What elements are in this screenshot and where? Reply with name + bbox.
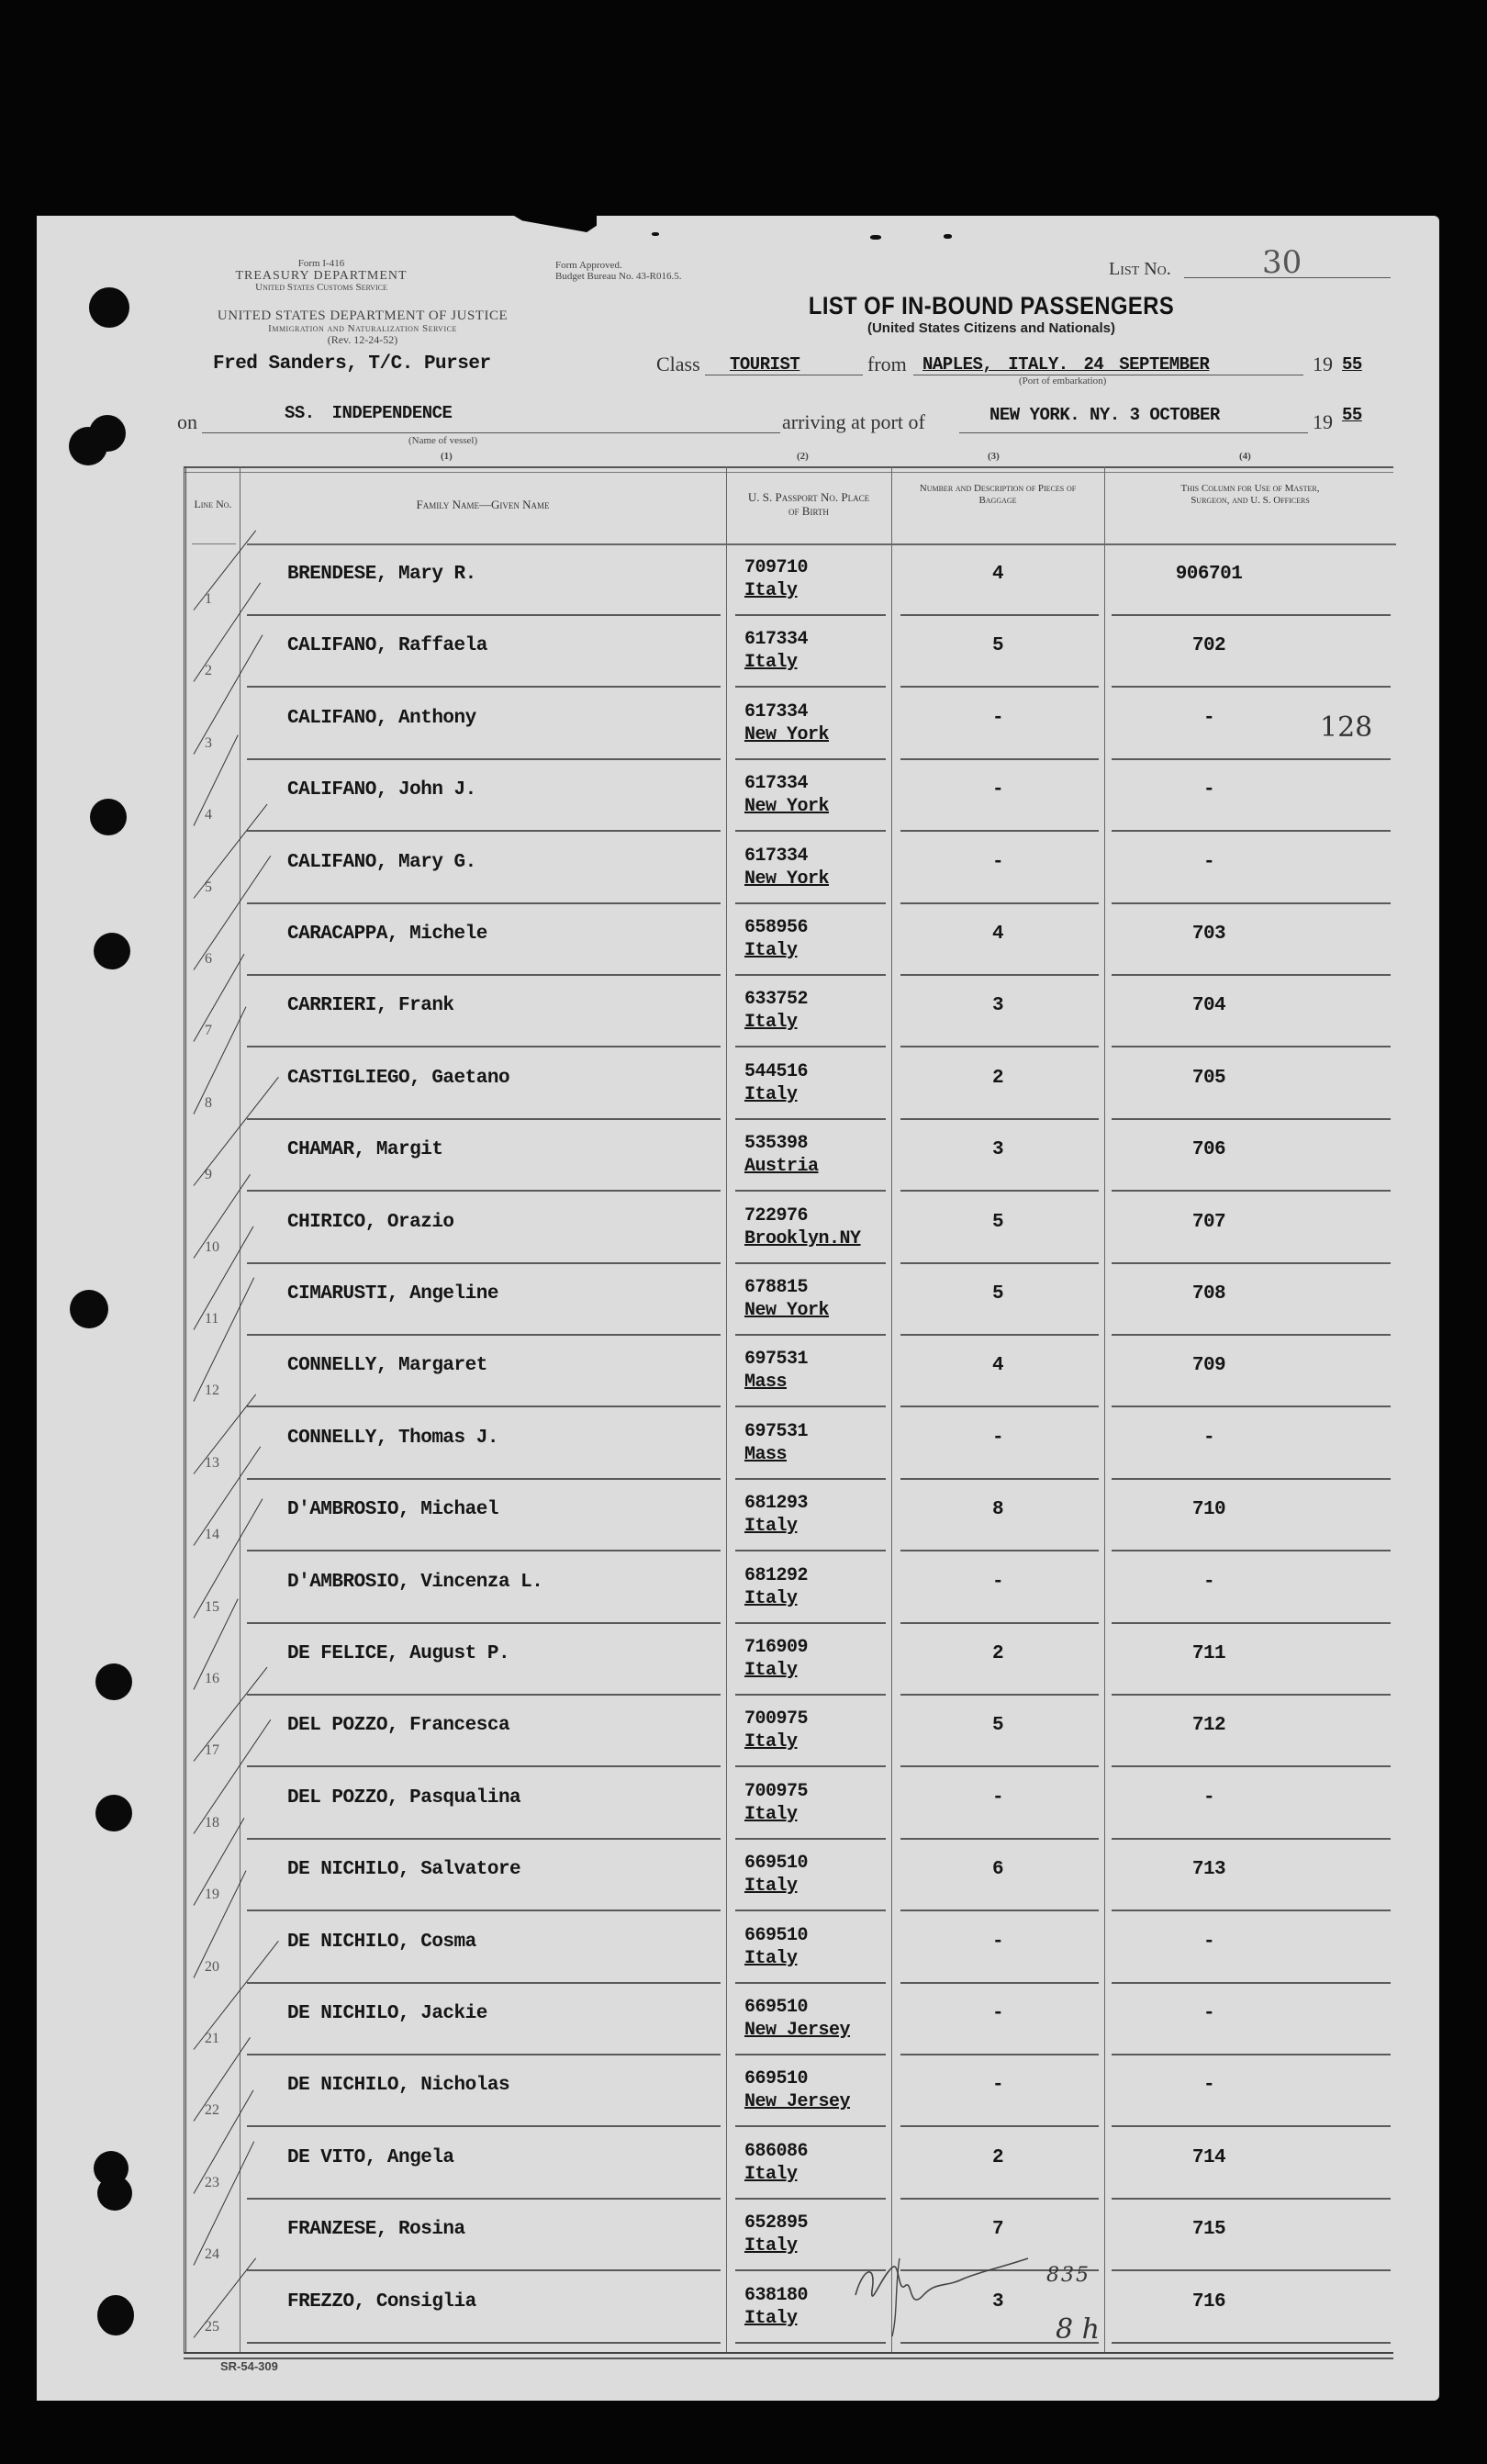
passport-cell (744, 1132, 819, 1178)
passport-cell (744, 2140, 808, 2186)
revision-date: (Rev. 12-24-52) (327, 333, 398, 347)
passport-number: 535398 (744, 1133, 809, 1155)
line-number: 6 (205, 951, 212, 967)
handwritten-initials: 8 h (1056, 2313, 1100, 2346)
passenger-name: DEL POZZO, Francesca (287, 1715, 510, 1737)
passenger-name: CALIFANO, Raffaela (287, 635, 487, 657)
punch-hole (89, 415, 126, 452)
handwritten-count: 835 (1046, 2264, 1090, 2287)
place-of-birth: Mass (744, 1443, 788, 1465)
officer-number: 716 (1191, 2290, 1226, 2313)
arrival-underline (959, 432, 1308, 433)
passport-cell (744, 1780, 808, 1826)
title-block (753, 292, 1230, 336)
passport-cell (744, 1348, 808, 1394)
row-divider (735, 2342, 886, 2344)
place-of-birth: Italy (744, 1803, 798, 1825)
officer-number: 708 (1191, 1283, 1226, 1305)
passport-number: 686086 (744, 2140, 809, 2162)
passport-cell (744, 1276, 829, 1322)
table-row (186, 1047, 1396, 1120)
baggage-count: - (991, 1427, 1004, 1449)
passenger-name: DE NICHILO, Cosma (287, 1931, 476, 1953)
ink-speck (944, 234, 952, 239)
passenger-name: CARACAPPA, Michele (287, 924, 487, 945)
form-number: Form I-416 (297, 258, 345, 269)
place-of-birth: Italy (744, 1876, 798, 1898)
margin-note: 128 (1320, 711, 1373, 744)
passenger-name: CALIFANO, Mary G. (287, 851, 476, 873)
arrival-value: NEW YORK. NY. 3 OCTOBER (989, 405, 1220, 425)
table-row (186, 1407, 1396, 1480)
line-number: 22 (205, 2102, 219, 2119)
table-row (186, 1263, 1396, 1336)
place-of-birth: New York (744, 1300, 830, 1321)
table-row (186, 2199, 1396, 2271)
line-number: 8 (205, 1094, 212, 1111)
place-of-birth: Italy (744, 1660, 798, 1681)
line-number: 21 (205, 2031, 219, 2046)
officer-number: - (1202, 2075, 1215, 2097)
passenger-name: CHAMAR, Margit (287, 1139, 443, 1161)
table-row (186, 2055, 1396, 2127)
line-number: 15 (205, 1598, 219, 1615)
passenger-name: CALIFANO, John J. (287, 779, 476, 801)
justice-block (179, 309, 546, 346)
punch-hole (97, 2176, 132, 2211)
table-row (186, 1839, 1396, 1911)
line-number: 17 (205, 1742, 219, 1759)
baggage-count: - (991, 1786, 1004, 1809)
place-of-birth: Italy (744, 652, 798, 674)
officer-number: - (1202, 851, 1215, 873)
on-label: on (177, 410, 197, 433)
officer-number: 710 (1191, 1499, 1226, 1521)
baggage-count: 7 (991, 2219, 1004, 2241)
line-number: 18 (205, 1814, 219, 1831)
passenger-name: CASTIGLIEGO, Gaetano (287, 1067, 510, 1089)
passport-number: 697531 (744, 1349, 809, 1371)
passport-number: 709710 (744, 557, 809, 578)
list-no-value: 30 (1262, 244, 1303, 281)
line-number: 4 (205, 807, 212, 823)
officer-number: - (1202, 779, 1215, 801)
officer-number: 711 (1191, 1643, 1226, 1664)
line-number: 20 (205, 1958, 219, 1975)
passport-cell (744, 916, 808, 962)
passport-number: 669510 (744, 2068, 809, 2090)
passport-number: 681293 (744, 1493, 809, 1515)
passport-number: 669510 (744, 1853, 809, 1875)
table-row (186, 2127, 1396, 2200)
line-number: 25 (205, 2318, 219, 2335)
table-row (186, 688, 1396, 760)
punch-hole (95, 1795, 132, 1831)
place-of-birth: Italy (744, 1947, 798, 1969)
officer-number: - (1202, 707, 1215, 729)
baggage-count: 8 (991, 1499, 1004, 1521)
punch-hole (70, 1290, 108, 1328)
place-of-birth: New York (744, 796, 830, 818)
place-of-birth: New York (744, 723, 830, 745)
officer-number: 713 (1191, 1859, 1226, 1881)
passenger-name: CARRIERI, Frank (287, 995, 454, 1017)
table-row (186, 1192, 1396, 1264)
passenger-name: DEL POZZO, Pasqualina (287, 1786, 521, 1809)
passport-cell (744, 2212, 808, 2257)
row-divider (1112, 2342, 1391, 2344)
customs-service: United States Customs Service (255, 282, 387, 294)
passenger-table (184, 466, 1396, 2352)
officer-number: 702 (1191, 635, 1226, 657)
baggage-count: - (991, 1931, 1004, 1953)
passenger-name: CONNELLY, Margaret (287, 1355, 487, 1377)
passport-number: 669510 (744, 1997, 809, 2018)
line-number: 7 (205, 1023, 212, 1039)
table-row (186, 1479, 1396, 1551)
baggage-count: 5 (991, 635, 1004, 657)
place-of-birth: Italy (744, 2163, 798, 2185)
place-of-birth: Italy (744, 1731, 798, 1753)
passenger-name: DE FELICE, August P. (287, 1643, 510, 1664)
passport-cell (744, 700, 829, 746)
line-number: 24 (205, 2246, 219, 2263)
officer-number: 709 (1191, 1355, 1226, 1377)
officer-number: 706 (1191, 1139, 1226, 1161)
from-label: from (867, 353, 907, 375)
passport-number: 617334 (744, 773, 809, 795)
punch-hole (95, 1663, 132, 1700)
passport-cell (744, 845, 829, 890)
column-number-3: (3) (988, 451, 1000, 462)
officer-number: 703 (1191, 924, 1226, 945)
line-number: 3 (205, 734, 212, 751)
line-number: 9 (205, 1167, 212, 1183)
passport-cell (744, 1996, 850, 2042)
list-no-label: List No. (1109, 259, 1171, 279)
vessel-caption: (Name of vessel) (408, 435, 478, 446)
treasury-department: TREASURY DEPARTMENT (235, 268, 408, 283)
passport-number: 617334 (744, 845, 809, 867)
baggage-count: 2 (991, 2146, 1004, 2168)
officer-number: 707 (1191, 1211, 1226, 1233)
passport-cell (744, 1924, 808, 1970)
ins-service: Immigration and Naturalization Service (268, 322, 457, 334)
baggage-count: 4 (991, 924, 1004, 945)
passenger-name: CIMARUSTI, Angeline (287, 1283, 498, 1305)
passport-cell (744, 988, 808, 1034)
baggage-count: 5 (991, 1715, 1004, 1737)
place-of-birth: Italy (744, 1516, 798, 1538)
place-of-birth: New Jersey (744, 2020, 851, 2041)
table-row (186, 1335, 1396, 1407)
table-row (186, 975, 1396, 1047)
baggage-count: 5 (991, 1283, 1004, 1305)
passenger-name: DE NICHILO, Nicholas (287, 2075, 510, 2097)
justice-department: UNITED STATES DEPARTMENT OF JUSTICE (217, 308, 509, 323)
table-row (186, 2271, 1396, 2344)
passenger-name: FREZZO, Consiglia (287, 2290, 476, 2313)
line-number: 10 (205, 1238, 219, 1255)
baggage-count: - (991, 2075, 1004, 2097)
line-number: 14 (205, 1527, 219, 1543)
passport-number: 722976 (744, 1204, 809, 1226)
place-of-birth: Italy (744, 1012, 798, 1034)
line-number: 5 (205, 879, 212, 895)
document-title: LIST OF IN-BOUND PASSENGERS (808, 292, 1175, 319)
passenger-name: DE NICHILO, Jackie (287, 2003, 487, 2024)
line-number: 19 (205, 1887, 219, 1903)
header-family-name: Family Name—Given Name (416, 497, 550, 511)
punch-hole (97, 2295, 134, 2335)
baggage-count: 5 (991, 1211, 1004, 1233)
year-prefix: 19 (1313, 353, 1333, 375)
passport-number: 697531 (744, 1420, 809, 1442)
passport-cell (744, 556, 808, 602)
departure-year: 55 (1342, 354, 1362, 375)
officer-number: 714 (1191, 2146, 1226, 2168)
baggage-count: 3 (991, 1139, 1004, 1161)
table-row (186, 1767, 1396, 1840)
passenger-name: CHIRICO, Orazio (287, 1211, 454, 1233)
header-passport: U. S. Passport No. Place of Birth (747, 490, 870, 518)
form-code: SR-54-309 (220, 2359, 278, 2373)
arrival-year: 55 (1342, 405, 1362, 425)
budget-bureau-line: Budget Bureau No. 43-R016.5. (555, 270, 682, 282)
place-of-birth: Mass (744, 1372, 788, 1394)
line-number: 11 (205, 1311, 219, 1327)
line-number: 12 (205, 1383, 219, 1399)
baggage-count: - (991, 1571, 1004, 1593)
place-of-birth: Italy (744, 2307, 798, 2329)
officer-number: 715 (1191, 2219, 1226, 2241)
passenger-name: CONNELLY, Thomas J. (287, 1427, 498, 1449)
passport-cell (744, 1204, 861, 1250)
place-of-birth: Brooklyn.NY (744, 1227, 861, 1249)
vessel-underline (202, 432, 780, 433)
baggage-count: - (991, 779, 1004, 801)
place-of-birth: Italy (744, 940, 798, 961)
table-row (186, 759, 1396, 832)
column-number-2: (2) (797, 451, 809, 462)
document-subtitle: (United States Citizens and Nationals) (866, 320, 1116, 336)
passenger-name: DE NICHILO, Salvatore (287, 1859, 521, 1881)
passport-cell (744, 1636, 808, 1682)
baggage-count: 2 (991, 1643, 1004, 1664)
baggage-count: - (991, 851, 1004, 873)
place-of-birth: Austria (744, 1156, 819, 1178)
from-value: NAPLES, ITALY. 24 SEPTEMBER (922, 354, 1210, 375)
passport-cell (744, 1060, 808, 1106)
passenger-name: CALIFANO, Anthony (287, 707, 476, 729)
passport-number: 652895 (744, 2212, 809, 2234)
passport-cell (744, 1708, 808, 1753)
passport-cell (744, 1564, 808, 1610)
baggage-count: 4 (991, 1355, 1004, 1377)
baggage-count: 3 (991, 995, 1004, 1017)
vessel-name: SS. INDEPENDENCE (285, 403, 453, 423)
passport-number: 617334 (744, 700, 809, 722)
class-value: TOURIST (730, 354, 800, 375)
purser-name: Fred Sanders, T/C. Purser (213, 353, 491, 375)
class-label: Class (656, 353, 700, 375)
officer-number: - (1202, 1571, 1215, 1593)
line-number: 13 (205, 1454, 219, 1471)
officer-number: 704 (1191, 995, 1226, 1017)
passport-number: 638180 (744, 2284, 809, 2306)
officer-number: - (1202, 1786, 1215, 1809)
table-row (186, 1911, 1396, 1984)
line-number: 2 (205, 663, 212, 679)
table-row (186, 1623, 1396, 1696)
passport-cell (744, 2067, 850, 2113)
table-row (186, 903, 1396, 976)
passport-number: 658956 (744, 917, 809, 938)
passport-cell (744, 628, 808, 674)
officer-number: - (1202, 1931, 1215, 1953)
passenger-name: FRANZESE, Rosina (287, 2219, 465, 2241)
passport-number: 617334 (744, 629, 809, 651)
header-officers: This Column for Use of Master, Surgeon, and U. S. Officers (1180, 483, 1320, 506)
table-row (186, 543, 1396, 616)
approval-block (555, 261, 681, 282)
header-baggage: Number and Description of Pieces of Baggage (919, 483, 1077, 506)
punch-hole (94, 933, 130, 969)
table-row (186, 615, 1396, 688)
table-row (186, 1119, 1396, 1192)
passport-number: 700975 (744, 1708, 809, 1730)
passenger-name: BRENDESE, Mary R. (287, 564, 476, 585)
officer-number: 712 (1191, 1715, 1226, 1737)
ink-speck (870, 235, 881, 240)
officer-number: - (1202, 1427, 1215, 1449)
passport-number: 716909 (744, 1637, 809, 1658)
baggage-count: - (991, 707, 1004, 729)
column-number-4: (4) (1239, 451, 1251, 462)
passport-cell (744, 1420, 808, 1466)
ink-speck (652, 232, 659, 236)
passenger-name: DE VITO, Angela (287, 2146, 454, 2168)
place-of-birth: Italy (744, 2235, 798, 2257)
port-embarkation-caption: (Port of embarkation) (1019, 375, 1107, 386)
officer-number: 705 (1191, 1067, 1226, 1089)
passport-cell (744, 1852, 808, 1898)
approval-line: Form Approved. (555, 260, 622, 271)
baggage-count: - (991, 2003, 1004, 2024)
passport-number: 681292 (744, 1564, 809, 1586)
passport-number: 669510 (744, 1924, 809, 1946)
punch-hole (90, 799, 127, 835)
table-row (186, 1983, 1396, 2055)
baggage-count: 3 (991, 2290, 1004, 2313)
header-line-no: Line No. (194, 498, 232, 511)
table-row (186, 1551, 1396, 1624)
line-number: 1 (205, 591, 212, 607)
inspector-signature (844, 2240, 1056, 2341)
place-of-birth: Italy (744, 1587, 798, 1609)
line-number: 16 (205, 1671, 219, 1686)
table-row (186, 832, 1396, 904)
column-number-1: (1) (441, 451, 453, 462)
passport-cell (744, 2284, 808, 2330)
officer-number: 906701 (1175, 564, 1243, 585)
arriving-label: arriving at port of (782, 410, 925, 433)
place-of-birth: New Jersey (744, 2091, 851, 2113)
arrival-year-prefix: 19 (1313, 410, 1333, 433)
punch-hole (89, 287, 129, 328)
baggage-count: 6 (991, 1859, 1004, 1881)
form-agency-block (202, 259, 441, 294)
passport-number: 678815 (744, 1277, 809, 1298)
place-of-birth: Italy (744, 1083, 798, 1105)
passenger-name: D'AMBROSIO, Michael (287, 1499, 498, 1521)
line-number: 23 (205, 2174, 219, 2190)
row-divider (247, 2342, 721, 2344)
passport-cell (744, 1492, 808, 1538)
passport-number: 700975 (744, 1780, 809, 1802)
passport-number: 633752 (744, 989, 809, 1011)
place-of-birth: New York (744, 868, 830, 890)
table-bottom-rule (184, 2352, 1393, 2359)
officer-number: - (1202, 2003, 1215, 2024)
table-row (186, 1695, 1396, 1767)
passport-number: 544516 (744, 1060, 809, 1082)
baggage-count: 4 (991, 564, 1004, 585)
passport-cell (744, 772, 829, 818)
baggage-count: 2 (991, 1067, 1004, 1089)
passenger-name: D'AMBROSIO, Vincenza L. (287, 1571, 543, 1593)
place-of-birth: Italy (744, 580, 798, 601)
